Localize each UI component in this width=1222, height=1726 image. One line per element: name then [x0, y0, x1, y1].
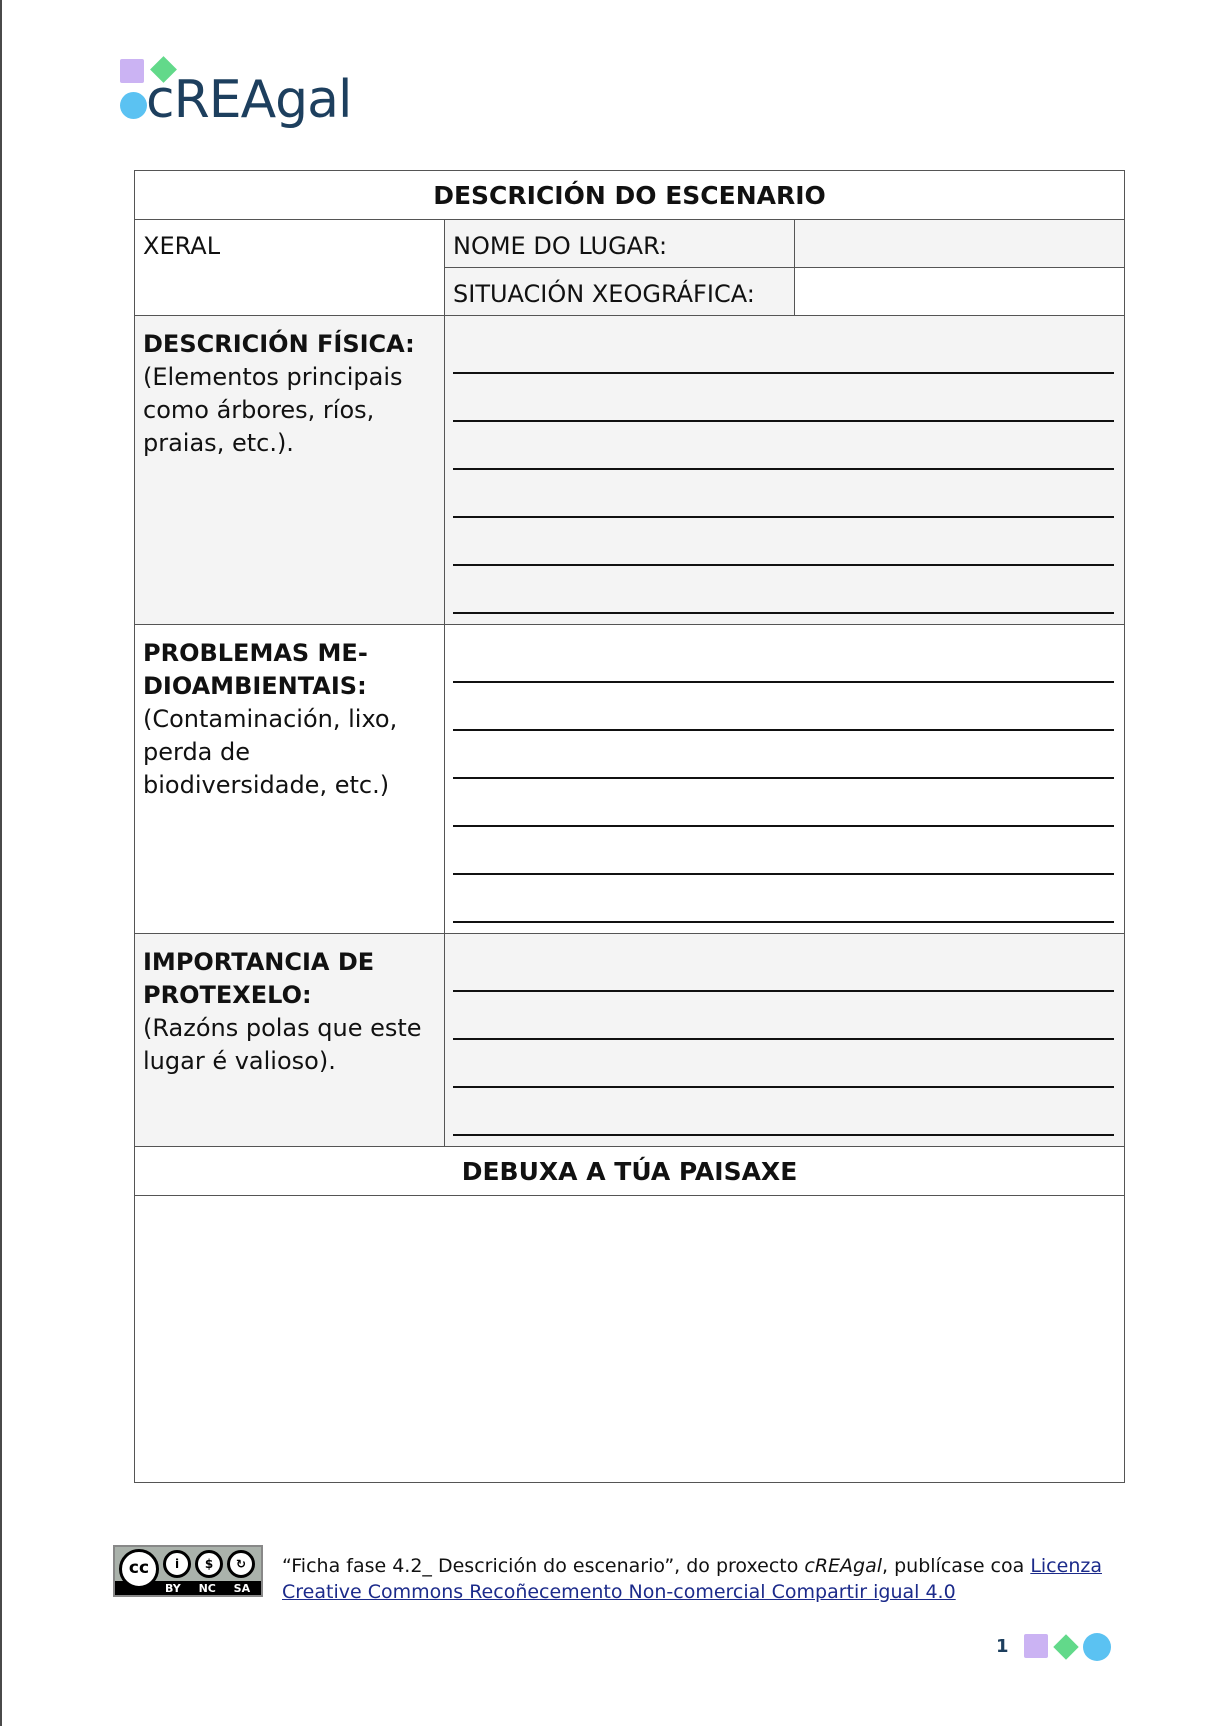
nc-icon: $	[195, 1550, 223, 1578]
write-line	[453, 1040, 1114, 1088]
cc-icon: cc	[119, 1549, 159, 1589]
footer-diamond-icon	[1053, 1634, 1078, 1659]
write-line	[453, 422, 1114, 470]
write-line	[453, 779, 1114, 827]
importance-title: IMPORTANCIA DE PROTEXELO:	[143, 948, 375, 1009]
creagal-logo	[120, 56, 380, 136]
drawing-area[interactable]	[135, 1196, 1125, 1483]
write-line	[453, 683, 1114, 731]
physical-description-label	[135, 316, 445, 625]
drawing-title: DEBUXA A TÚA PAISAXE	[135, 1147, 1125, 1196]
environmental-problems-answer[interactable]	[445, 625, 1125, 934]
project-name: cREAgal	[804, 1555, 883, 1577]
write-line	[453, 731, 1114, 779]
write-line	[453, 875, 1114, 923]
footer-circle-icon	[1083, 1633, 1111, 1661]
geo-location-label: SITUACIÓN XEOGRÁFICA:	[445, 268, 795, 316]
page-number: 1	[996, 1636, 1009, 1657]
logo-wordmark: cREAgal	[146, 70, 352, 130]
importance-label	[135, 934, 445, 1147]
license-notice: “Ficha fase 4.2_ Descrición do escenario”, do proxecto cREAgal, publícase coa Licenza Creative Commons Recoñecemento Non-comercial Compartir igual 4.0	[282, 1555, 1102, 1603]
write-line	[453, 326, 1114, 374]
sa-icon: ↻	[227, 1550, 255, 1578]
environmental-problems-hint: (Contaminación, lixo, perda de biodiversidade, etc.)	[143, 705, 398, 799]
logo-square-icon	[120, 59, 144, 83]
write-line	[453, 827, 1114, 875]
general-label: XERAL	[135, 220, 445, 316]
importance-hint: (Razóns polas que este lugar é valioso).	[143, 1014, 422, 1075]
place-name-label: NOME DO LUGAR:	[445, 220, 795, 268]
physical-description-title: DESCRICIÓN FÍSICA:	[143, 330, 415, 358]
environmental-problems-title: PROBLEMAS ME-DIOAMBIENTAIS:	[143, 639, 368, 700]
physical-description-answer[interactable]	[445, 316, 1125, 625]
physical-description-hint: (Elementos principais como árbores, ríos, praias, etc.).	[143, 363, 403, 457]
importance-answer[interactable]	[445, 934, 1125, 1147]
write-line	[453, 1088, 1114, 1136]
form-title: DESCRICIÓN DO ESCENARIO	[135, 171, 1125, 220]
write-line	[453, 518, 1114, 566]
environmental-problems-label	[135, 625, 445, 934]
place-name-field[interactable]	[795, 220, 1125, 268]
page-edge	[0, 0, 2, 1726]
cc-labels: BY NC SA	[165, 1582, 251, 1595]
scenario-form	[134, 170, 1125, 1483]
footer-square-icon	[1024, 1634, 1048, 1658]
write-line	[453, 470, 1114, 518]
write-line	[453, 992, 1114, 1040]
by-icon: i	[163, 1550, 191, 1578]
write-line	[453, 566, 1114, 614]
cc-license-badge	[113, 1545, 263, 1597]
write-line	[453, 944, 1114, 992]
write-line	[453, 374, 1114, 422]
write-line	[453, 635, 1114, 683]
license-link[interactable]: Licenza Creative Commons Recoñecemento Non-comercial Compartir igual 4.0	[282, 1555, 1102, 1603]
geo-location-field[interactable]	[795, 268, 1125, 316]
logo-circle-icon	[120, 92, 147, 119]
